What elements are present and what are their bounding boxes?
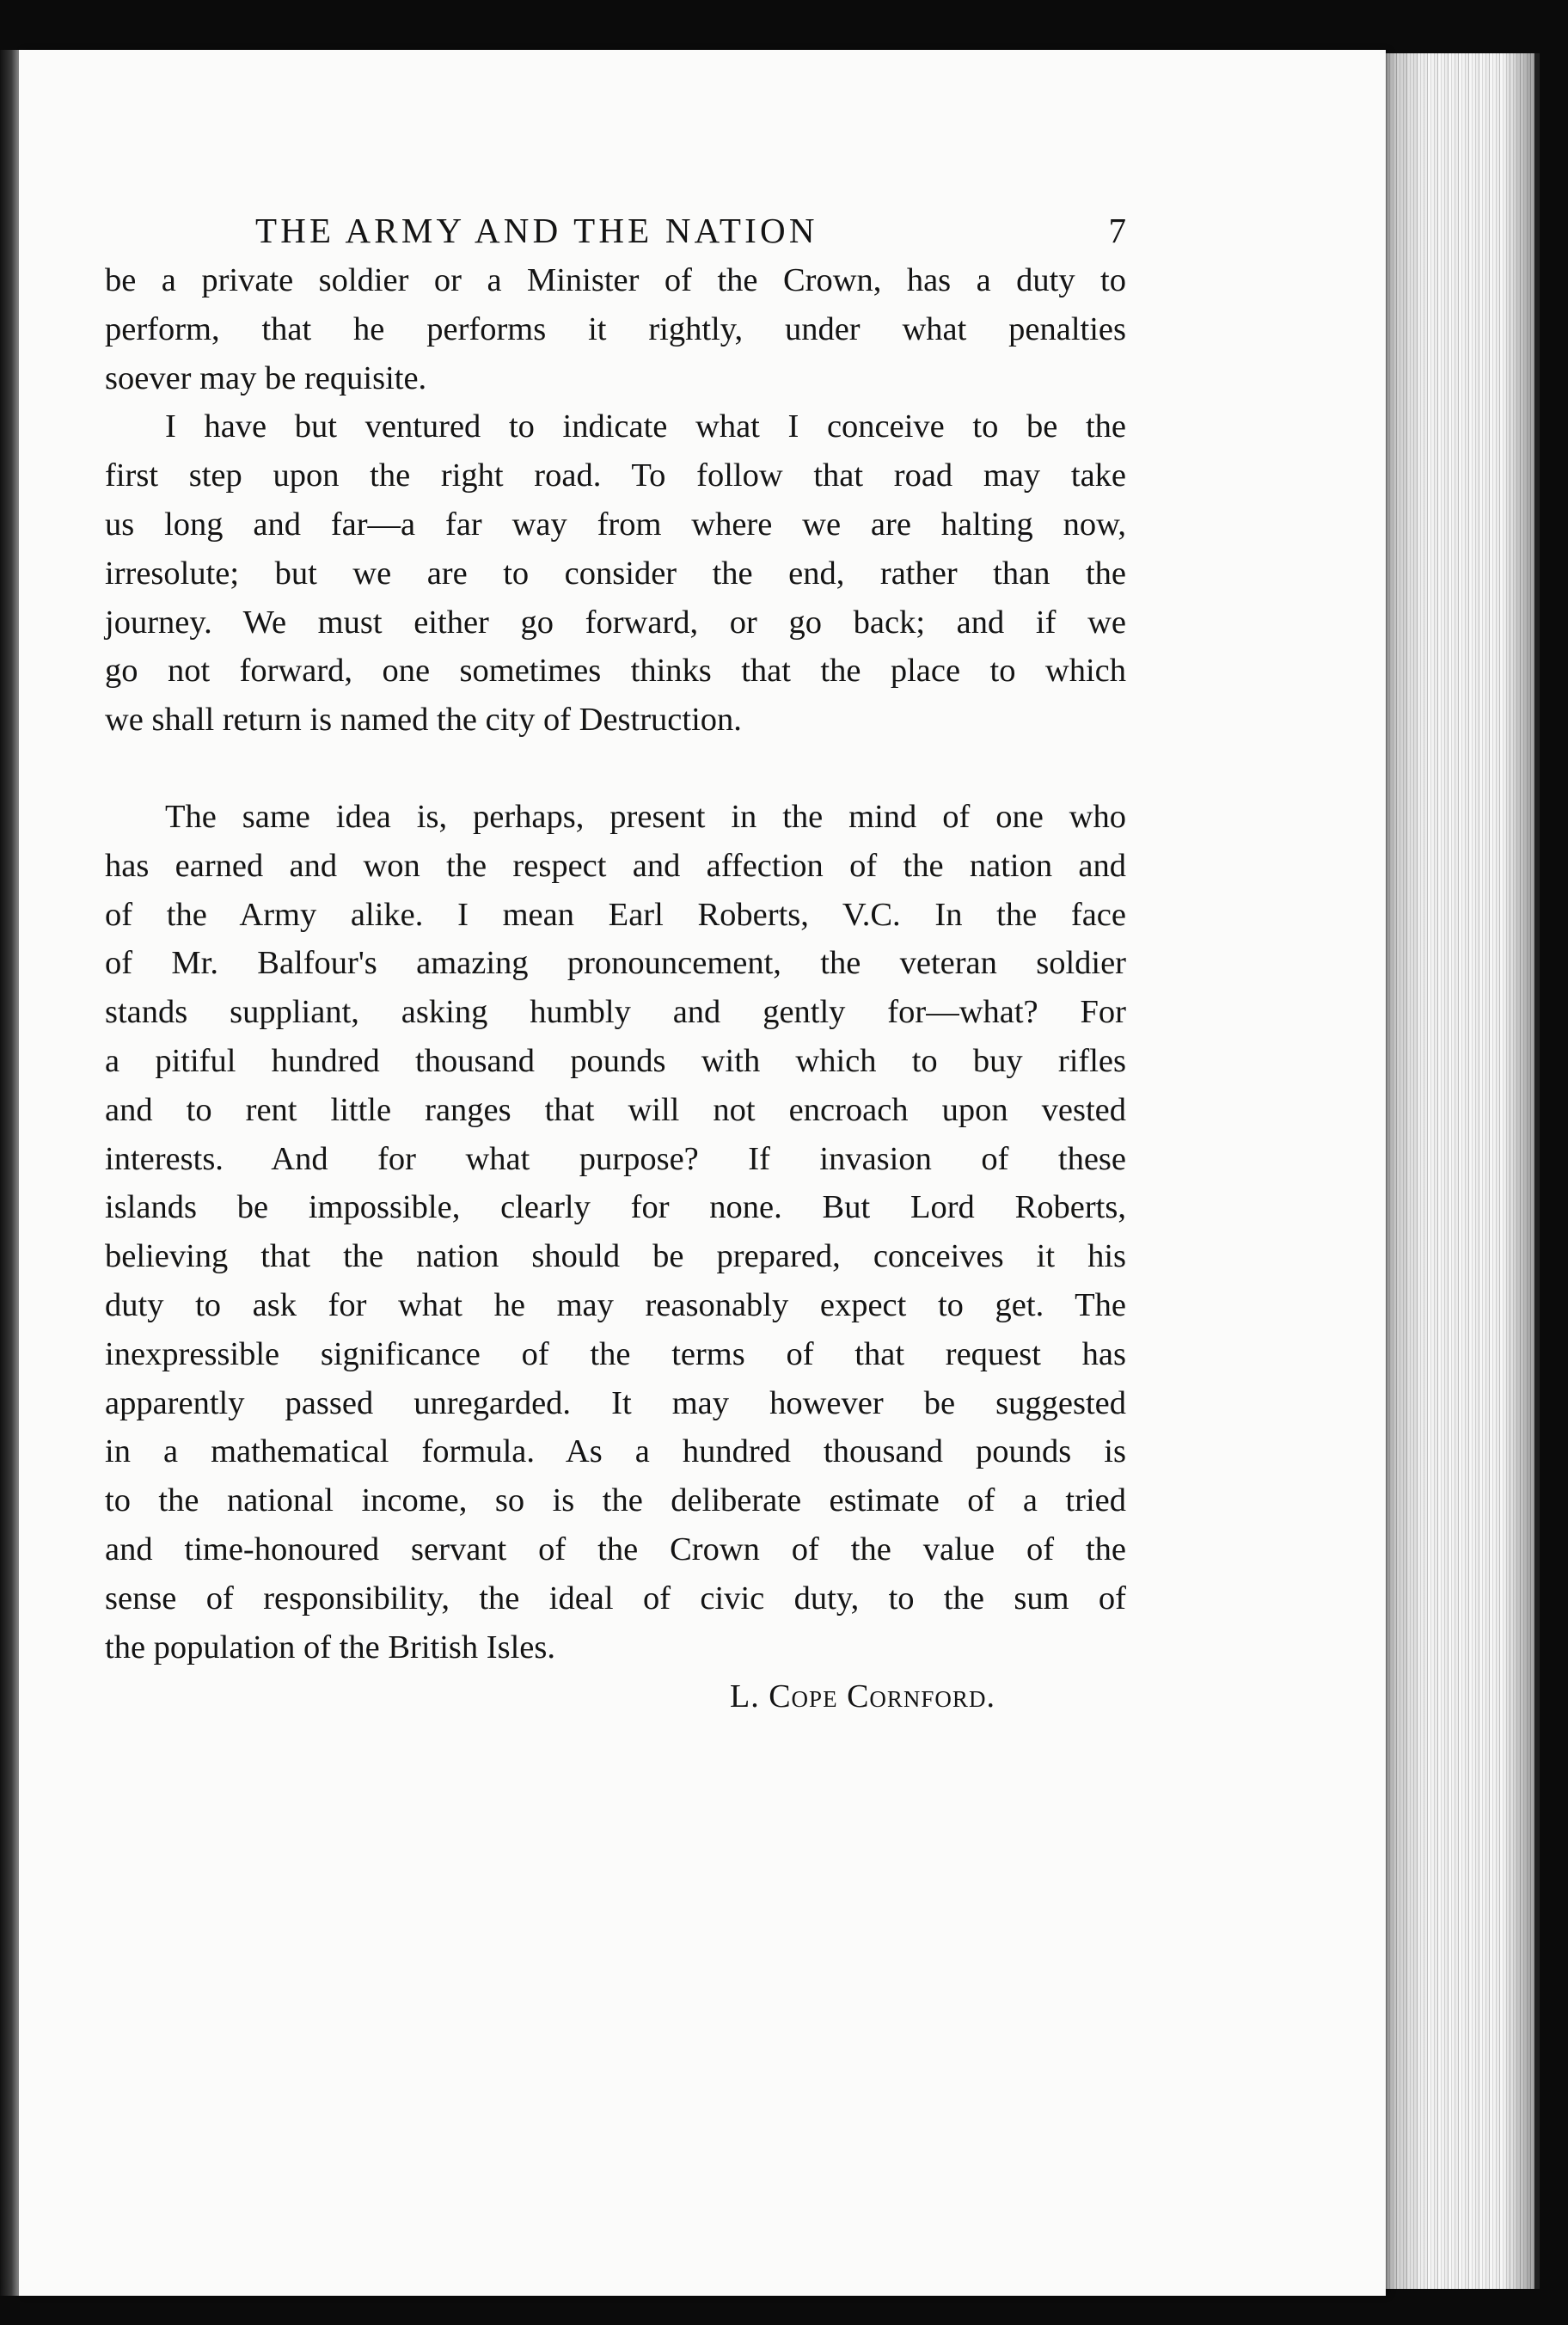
text-line: in a mathematical formula. As a hundred thousand pounds is <box>105 1433 1126 1470</box>
text-line: and to rent little ranges that will not encroach upon vested <box>105 1091 1126 1128</box>
text-line: we shall return is named the city of Destruction. <box>105 702 742 739</box>
text-line: us long and far—a far way from where we are halting now, <box>105 506 1126 543</box>
text-line: inexpressible significance of the terms of that request has <box>105 1335 1126 1372</box>
text-line: perform, that he performs it rightly, under what penalties <box>105 310 1126 347</box>
running-head-title: THE ARMY AND THE NATION <box>255 211 818 250</box>
running-head <box>105 205 1126 256</box>
text-line: duty to ask for what he may reasonably expect to get. The <box>105 1286 1126 1323</box>
text-line: interests. And for what purpose? If invasion of these <box>105 1140 1126 1177</box>
text-line: and time-honoured servant of the Crown of the value of the <box>105 1531 1126 1567</box>
paragraph-3 <box>105 793 1126 1672</box>
text-block <box>105 205 1126 1721</box>
text-line: irresolute; but we are to consider the end, rather than the <box>105 555 1126 592</box>
left-page-rim <box>0 50 19 2296</box>
text-line: stands suppliant, asking humbly and gently for—what? For <box>105 994 1126 1031</box>
text-line: apparently passed unregarded. It may however be suggested <box>105 1384 1126 1421</box>
text-line: The same idea is, perhaps, present in the mind of one who <box>165 798 1126 835</box>
paragraph-1 <box>105 256 1126 402</box>
text-line: go not forward, one sometimes thinks that the place to which <box>105 653 1126 690</box>
text-line: to the national income, so is the deliberate estimate of a tried <box>105 1482 1126 1519</box>
text-line: of the Army alike. I mean Earl Roberts, V.C. In the face <box>105 896 1126 933</box>
text-line: sense of responsibility, the ideal of civic duty, to the sum of <box>105 1580 1126 1616</box>
text-line: soever may be requisite. <box>105 359 427 396</box>
text-line: islands be impossible, clearly for none. But Lord Roberts, <box>105 1189 1126 1226</box>
text-line: first step upon the right road. To follow that road may take <box>105 457 1126 494</box>
page-number: 7 <box>1108 211 1126 250</box>
book-edge-shadow <box>1380 53 1534 2289</box>
text-line: the population of the British Isles. <box>105 1629 555 1666</box>
text-line: journey. We must either go forward, or go back; and if we <box>105 604 1126 641</box>
text-line: a pitiful hundred thousand pounds with which to buy rifles <box>105 1042 1126 1079</box>
text-line: be a private soldier or a Minister of the Crown, has a duty to <box>105 262 1126 298</box>
author-signature: L. Cope Cornford. <box>730 1678 995 1715</box>
text-line: has earned and won the respect and affection of the nation and <box>105 847 1126 884</box>
text-line: believing that the nation should be prepared, conceives it his <box>105 1238 1126 1275</box>
text-line: I have but ventured to indicate what I conceive to be the <box>165 408 1126 445</box>
text-line: of Mr. Balfour's amazing pronouncement, the veteran soldier <box>105 945 1126 982</box>
paragraph-2 <box>105 402 1126 745</box>
